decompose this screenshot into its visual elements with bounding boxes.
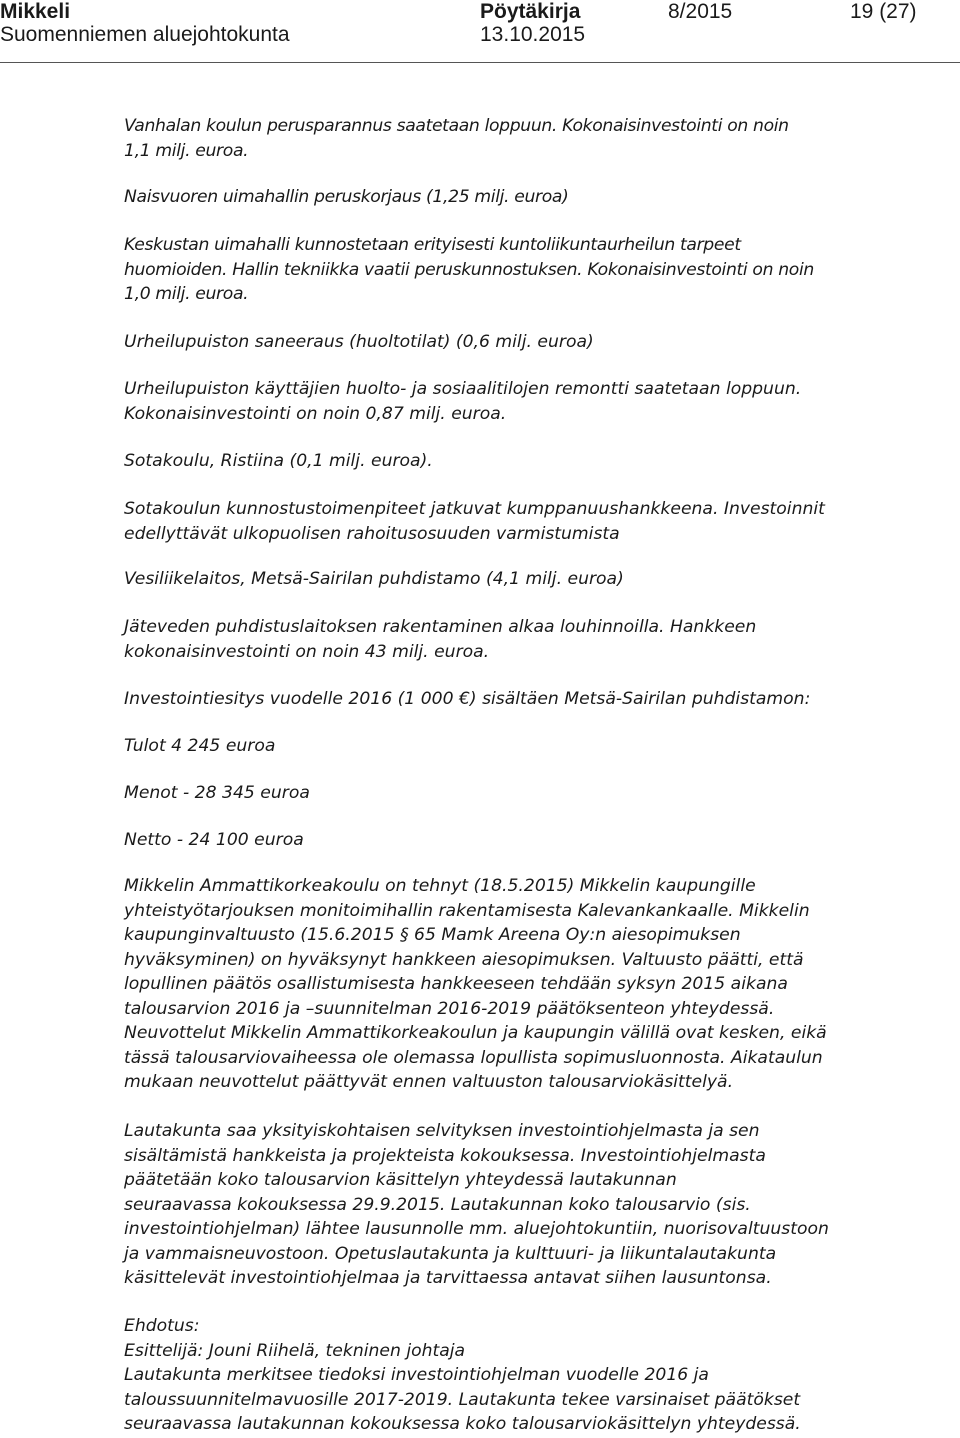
paragraph-line: kokonaisinvestointi on noin 43 milj. euroa.: [124, 641, 490, 662]
header-date: 13.10.2015: [480, 23, 586, 46]
paragraph-line: talousarvion 2016 ja –suunnitelman 2016-2019 päätöksenteon yhteydessä.: [124, 998, 775, 1019]
paragraph-line: yhteistyötarjouksen monitoimihallin rakentamisesta Kalevankankaalle. Mikkelin: [124, 900, 810, 921]
paragraph-line: lopullinen päätös osallistumisesta hankkeeseen tehdään syksyn 2015 aikana: [124, 974, 788, 994]
paragraph-line: Menot - 28 345 euroa: [124, 783, 310, 803]
paragraph-line: päätetään koko talousarvion käsittelyn yhteydessä lautakunnan: [124, 1170, 677, 1190]
paragraph-line: Vanhalan koulun perusparannus saatetaan loppuun. Kokonaisinvestointi on noin: [124, 116, 789, 136]
paragraph-naisvuori-pool: [124, 185, 924, 210]
paragraph-sotakoulu-partnership: [124, 497, 924, 546]
header-doc-number: 8/2015: [668, 0, 733, 23]
paragraph-sports-park-facilities: [124, 377, 924, 426]
paragraph-wastewater-plant: [124, 615, 924, 664]
paragraph-line: Naisvuoren uimahallin peruskorjaus (1,25 milj. euroa): [124, 187, 569, 207]
paragraph-line: hyväksyminen) on hyväksynyt hankkeen aiesopimuksen. Valtuusto päätti, että: [124, 949, 804, 970]
paragraph-line: Lautakunta merkitsee tiedoksi investointiohjelman vuodelle 2016 ja: [124, 1365, 709, 1385]
paragraph-line: Tulot 4 245 euroa: [124, 736, 276, 756]
paragraph-vanhala-school: [124, 114, 924, 163]
paragraph-sports-park-renovation: [124, 330, 924, 355]
paragraph-line: Urheilupuiston käyttäjien huolto- ja sosiaalitilojen remontti saatetaan loppuun.: [124, 379, 802, 399]
paragraph-line: taloussuunnitelmavuosille 2017-2019. Lautakunta tekee varsinaiset päätökset: [124, 1389, 801, 1410]
paragraph-expenses: [124, 781, 924, 806]
paragraph-line: tässä talousarviovaiheessa ole olemassa lopullista sopimusluonnosta. Aikataulun: [124, 1047, 823, 1068]
header-doc-type: Pöytäkirja: [480, 0, 581, 23]
paragraph-water-utility: [124, 567, 924, 592]
paragraph-line: Kokonaisinvestointi on noin 0,87 milj. euroa.: [124, 403, 507, 424]
paragraph-board-report: [124, 1119, 924, 1291]
header-board: Suomenniemen aluejohtokunta: [0, 23, 290, 46]
paragraph-line: seuraavassa lautakunnan kokouksessa koko talousarviokäsittelyn yhteydessä.: [124, 1414, 801, 1434]
paragraph-line: ja vammaisneuvostoon. Opetuslautakunta ja kulttuuri- ja liikuntalautakunta: [124, 1243, 777, 1264]
paragraph-line: Keskustan uimahalli kunnostetaan erityisesti kuntoliikuntaurheilun tarpeet: [124, 235, 741, 255]
header-rule: [0, 62, 960, 63]
paragraph-mamk-arena: [124, 874, 924, 1095]
paragraph-line: edellyttävät ulkopuolisen rahoitusosuuden varmistumista: [124, 523, 620, 544]
paragraph-line: Investointiesitys vuodelle 2016 (1 000 €) sisältäen Metsä-Sairilan puhdistamon:: [124, 689, 811, 709]
paragraph-line: Mikkelin Ammattikorkeakoulu on tehnyt (18.5.2015) Mikkelin kaupungille: [124, 876, 756, 896]
paragraph-line: Sotakoulun kunnostustoimenpiteet jatkuvat kumppanuushankkeena. Investoinnit: [124, 499, 825, 519]
paragraph-line: 1,0 milj. euroa.: [124, 284, 249, 304]
paragraph-line: seuraavassa kokouksessa 29.9.2015. Lautakunnan koko talousarvio (sis.: [124, 1194, 751, 1215]
paragraph-line: mukaan neuvottelut päättyvät ennen valtuuston talousarviokäsittelyä.: [124, 1072, 734, 1092]
paragraph-sotakoulu: [124, 449, 924, 474]
paragraph-central-pool: [124, 233, 924, 307]
paragraph-line: Sotakoulu, Ristiina (0,1 milj. euroa).: [124, 451, 433, 471]
paragraph-line: huomioiden. Hallin tekniikka vaatii peruskunnostuksen. Kokonaisinvestointi on noin: [124, 259, 814, 280]
paragraph-line: Esittelijä: Jouni Riihelä, tekninen johtaja: [124, 1340, 466, 1361]
paragraph-investment-proposal: [124, 687, 924, 712]
header-page-number: 19 (27): [850, 0, 917, 23]
paragraph-line: Jäteveden puhdistuslaitoksen rakentaminen alkaa louhinnoilla. Hankkeen: [124, 617, 757, 637]
header-city: Mikkeli: [0, 0, 71, 23]
paragraph-line: Urheilupuiston saneeraus (huoltotilat) (0,6 milj. euroa): [124, 332, 594, 352]
paragraph-line: Vesiliikelaitos, Metsä-Sairilan puhdistamo (4,1 milj. euroa): [124, 569, 624, 589]
paragraph-proposal: [124, 1314, 924, 1437]
paragraph-line: Netto - 24 100 euroa: [124, 830, 304, 850]
paragraph-income: [124, 734, 924, 759]
paragraph-line: Ehdotus:: [124, 1316, 200, 1336]
paragraph-line: Neuvottelut Mikkelin Ammattikorkeakoulun ja kaupungin välillä ovat kesken, eikä: [124, 1023, 827, 1043]
paragraph-net: [124, 828, 924, 853]
paragraph-line: investointiohjelman) lähtee lausunnolle mm. aluejohtokuntiin, nuorisovaltuustoon: [124, 1219, 829, 1239]
paragraph-line: kaupunginvaltuusto (15.6.2015 § 65 Mamk Areena Oy:n aiesopimuksen: [124, 925, 741, 945]
paragraph-line: sisältämistä hankkeista ja projekteista kokouksessa. Investointiohjelmasta: [124, 1145, 766, 1166]
paragraph-line: 1,1 milj. euroa.: [124, 140, 249, 161]
paragraph-line: käsittelevät investointiohjelmaa ja tarvittaessa antavat siihen lausuntonsa.: [124, 1268, 772, 1288]
paragraph-line: Lautakunta saa yksityiskohtaisen selvityksen investointiohjelmasta ja sen: [124, 1121, 760, 1141]
